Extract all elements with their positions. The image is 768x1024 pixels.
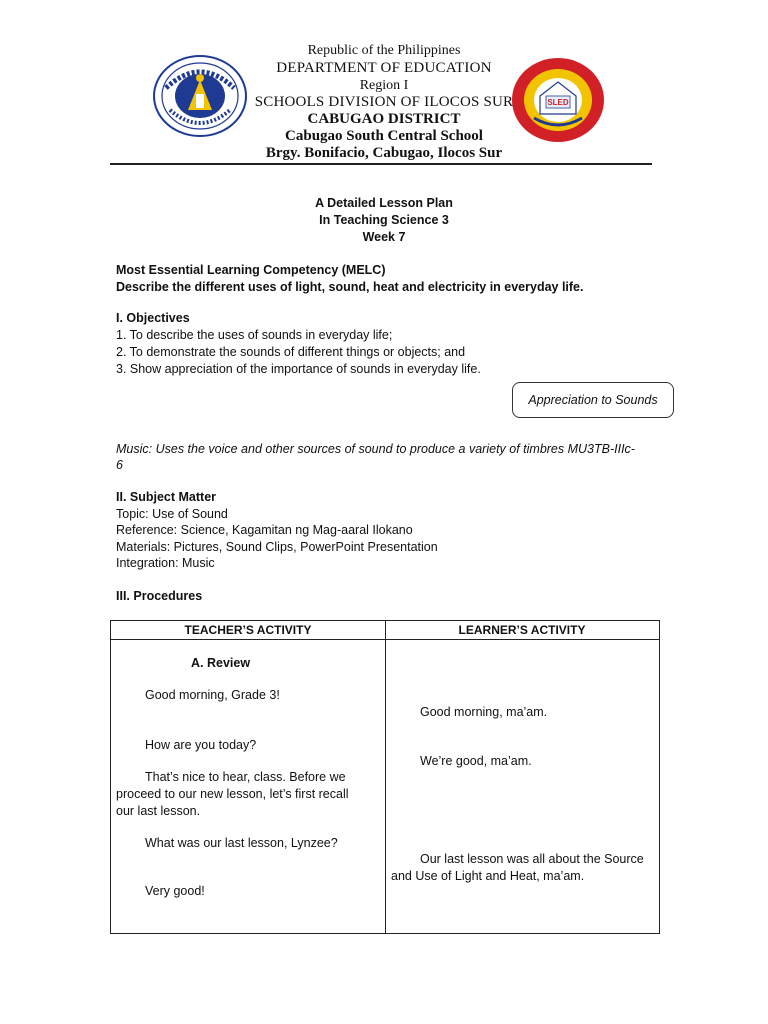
header-school-name: Cabugao South Central School [285,128,483,144]
objectives-heading: I. Objectives [116,311,190,325]
table-header-divider [111,639,659,640]
header-address: Brgy. Bonifacio, Cabugao, Ilocos Sur [265,145,503,161]
lesson-plan-week: Week 7 [362,230,406,244]
table-column-divider [385,621,386,933]
header-republic: Republic of the Philippines [307,43,461,58]
subject-topic: Topic: Use of Sound [116,507,228,521]
subject-materials: Materials: Pictures, Sound Clips, PowerPoint Presentation [116,540,438,554]
melc-heading: Most Essential Learning Competency (MELC) [116,263,386,277]
teacher-section-review: A. Review [191,656,251,670]
lesson-plan-title: A Detailed Lesson Plan [315,196,453,210]
header-region: Region I [359,78,409,93]
music-competency-line2: 6 [116,458,123,472]
subject-matter-heading: II. Subject Matter [116,490,217,504]
procedures-table [110,620,660,934]
teacher-line-recall-3: our last lesson. [116,804,201,818]
procedures-heading: III. Procedures [116,589,203,603]
objective-item-2: 2. To demonstrate the sounds of different things or objects; and [116,345,466,359]
values-callout-text: Appreciation to Sounds [528,393,658,407]
svg-text:SLED: SLED [547,98,569,107]
learner-line-answer-2: and Use of Light and Heat, ma’am. [391,869,585,883]
learner-line-answer-1: Our last lesson was all about the Source [420,852,644,866]
learner-line-greeting: Good morning, ma’am. [420,705,548,719]
learner-line-status: We’re good, ma’am. [420,754,532,768]
teacher-line-how-are-you: How are you today? [145,738,257,752]
header-divider [110,163,652,165]
header-department: DEPARTMENT OF EDUCATION [276,60,492,76]
lesson-plan-subject: In Teaching Science 3 [319,213,449,227]
objective-item-3: 3. Show appreciation of the importance of sounds in everyday life. [116,362,481,376]
teacher-line-praise: Very good! [145,884,205,898]
header-district: CABUGAO DISTRICT [307,111,461,127]
melc-text: Describe the different uses of light, sound, heat and electricity in everyday life. [116,280,584,294]
subject-reference: Reference: Science, Kagamitan ng Mag-aaral Ilokano [116,523,413,537]
header-division: SCHOOLS DIVISION OF ILOCOS SUR [254,94,514,110]
teacher-line-question: What was our last lesson, Lynzee? [145,836,338,850]
teacher-activity-header: TEACHER’S ACTIVITY [184,623,312,637]
values-callout-box [512,382,674,418]
teacher-line-recall-1: That’s nice to hear, class. Before we [145,770,346,784]
teacher-line-greeting: Good morning, Grade 3! [145,688,280,702]
objective-item-1: 1. To describe the uses of sounds in everyday life; [116,328,393,342]
teacher-line-recall-2: proceed to our new lesson, let’s first recall [116,787,349,801]
learner-activity-header: LEARNER’S ACTIVITY [458,623,586,637]
music-competency-line1: Music: Uses the voice and other sources of sound to produce a variety of timbres MU3TB-IIIc- [116,442,635,456]
subject-integration: Integration: Music [116,556,215,570]
